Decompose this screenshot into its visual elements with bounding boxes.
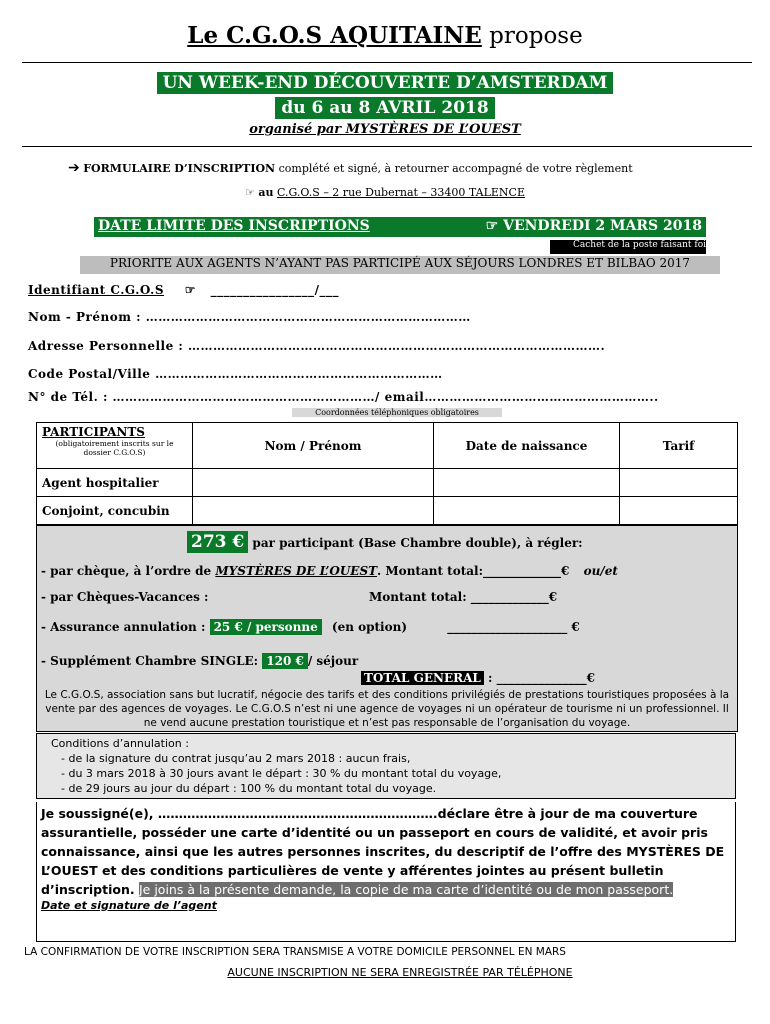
assurance-total[interactable]: ____________________ € [447, 620, 580, 634]
event-banner [0, 72, 770, 94]
form-instructions [68, 160, 748, 176]
pointing-hand-icon: ☞ [184, 283, 196, 297]
pricing-box [36, 525, 738, 732]
table-header-row [37, 423, 738, 469]
footer-confirmation: LA CONFIRMATION DE VOTRE INSCRIPTION SERA TRANSMISE A VOTRE DOMICILE PERSONNEL EN MARS [24, 946, 566, 958]
row-conjoint: Conjoint, concubin [37, 497, 193, 525]
identifiant-row [28, 283, 339, 297]
vacances-total[interactable]: Montant total: _____________€ [369, 590, 558, 604]
price-text: par participant (Base Chambre double), à régler: [252, 536, 583, 550]
vacances-label: - par Chèques-Vacances : [41, 590, 209, 604]
table-row [37, 497, 738, 525]
participants-title: PARTICIPANTS [42, 425, 145, 439]
tel-note: Coordonnées téléphoniques obligatoires [292, 408, 502, 417]
code-postal-field[interactable]: Code Postal/Ville …………………………………………………………… [28, 367, 443, 381]
declaration-text: Je soussigné(e), ………………………………………………………….déclare être à jour de ma couverture assurantielle, posséder une carte d’identité ou un passeport en cours de validité, et avoir pris connaissance, ainsi que les autres personnes inscrites, du descriptif de l’offre des MYSTÈRES DE L’OUEST et des conditions particulières de vente y afférentes jointes au présent bulletin d’inscription. [41, 806, 725, 897]
deadline-date-text: VENDREDI 2 MARS 2018 [503, 218, 702, 234]
price-chip: 273 € [187, 531, 248, 553]
divider [22, 62, 752, 63]
tel-email-field[interactable]: N° de Tél. : ………………………………………………………/ email……………………………………………….. [28, 390, 659, 404]
address-prefix: au [258, 186, 274, 199]
total-row [361, 671, 595, 685]
assurance-option: (en option) [331, 620, 408, 634]
supplement-unit: / séjour [307, 654, 359, 668]
identifiant-label: Identifiant C.G.O.S [28, 283, 165, 297]
title-suffix: propose [489, 23, 583, 49]
pointing-hand-icon: ☞ [245, 186, 255, 199]
arrow-right-icon: ➔ [68, 160, 80, 176]
footer-no-phone: AUCUNE INSCRIPTION NE SERA ENREGISTRÉE PAR TÉLÉPHONE [227, 966, 573, 979]
participants-header-cell [37, 423, 193, 469]
total-field[interactable]: : _______________€ [488, 671, 595, 685]
row-agent: Agent hospitalier [37, 469, 193, 497]
total-label: TOTAL GENERAL [361, 671, 484, 685]
nom-field[interactable]: Nom - Prénom : …………………………………………………………………… [28, 310, 471, 324]
cheque-label: - par chèque, à l’ordre de [41, 564, 212, 578]
title-prefix: Le C.G.O.S AQUITAINE [187, 22, 482, 49]
conjoint-tarif-cell[interactable] [620, 497, 738, 525]
disclaimer: Le C.G.O.S, association sans but lucratif, négocie des tarifs et des conditions privilégiés de prestations touristiques proposées à la vente par des agences de voyages. Le C.G.O.S n’est ni une agence de voyages ni un opérateur de tourisme ni un professionnel. Il ne vend aucune prestation touristique et n’est pas responsable de l’organisation du voyage. [44, 689, 730, 729]
signature-label[interactable]: Date et signature de l’agent [41, 899, 217, 912]
deadline-date [486, 218, 702, 234]
pointing-hand-icon: ☞ [485, 218, 499, 234]
cheque-payee: MYSTÈRES DE L’OUEST [215, 564, 378, 578]
event-dates: du 6 au 8 AVRIL 2018 [275, 97, 494, 119]
supplement-price: 120 € [262, 653, 308, 669]
assurance-row [41, 619, 580, 635]
col-tarif: Tarif [620, 423, 738, 469]
conditions-box [36, 733, 736, 799]
table-row [37, 469, 738, 497]
page-title [0, 22, 770, 49]
condition-item: - de la signature du contrat jusqu’au 2 mars 2018 : aucun frais, [61, 752, 411, 765]
assurance-label: - Assurance annulation : [41, 620, 206, 634]
adresse-field[interactable]: Adresse Personnelle : ………………………………………………………………………………………. [28, 339, 606, 353]
form-instruction-text: complété et signé, à retourner accompagné de votre règlement [278, 162, 633, 175]
price-row [187, 531, 583, 553]
supplement-row [41, 653, 358, 669]
deadline-label: DATE LIMITE DES INSCRIPTIONS [98, 218, 370, 234]
event-title: UN WEEK-END DÉCOUVERTE D’AMSTERDAM [157, 72, 614, 94]
assurance-price: 25 € / personne [210, 619, 322, 635]
priority-banner: PRIORITE AUX AGENTS N’AYANT PAS PARTICIPÉ AUX SÉJOURS LONDRES ET BILBAO 2017 [80, 256, 720, 274]
condition-item: - de 29 jours au jour du départ : 100 % du montant total du voyage. [61, 782, 437, 795]
declaration-highlight: Je joins à la présente demande, la copie de ma carte d’identité ou de mon passeport. [138, 882, 674, 897]
agent-tarif-cell[interactable] [620, 469, 738, 497]
col-nom: Nom / Prénom [193, 423, 434, 469]
conjoint-date-cell[interactable] [434, 497, 620, 525]
form-label: FORMULAIRE D’INSCRIPTION [83, 162, 276, 175]
conjoint-nom-cell[interactable] [193, 497, 434, 525]
cheque-row [41, 564, 618, 578]
divider [22, 146, 752, 147]
event-dates-row [0, 97, 770, 119]
declaration-box [36, 802, 736, 942]
identifiant-field[interactable]: ________________/___ [210, 283, 340, 297]
agent-nom-cell[interactable] [193, 469, 434, 497]
participants-note: (obligatoirement inscrits sur le dossier C.G.O.S) [55, 439, 174, 457]
form-address [0, 186, 770, 199]
cheque-total[interactable]: . Montant total:_____________€ [377, 564, 570, 578]
col-date: Date de naissance [434, 423, 620, 469]
conditions-title: Conditions d’annulation : [51, 737, 189, 750]
participants-table [36, 422, 738, 525]
condition-item: - du 3 mars 2018 à 30 jours avant le départ : 30 % du montant total du voyage, [61, 767, 502, 780]
postmark-note: Cachet de la poste faisant foi [550, 240, 706, 254]
deadline-bar [94, 217, 706, 237]
organizer: organisé par MYSTÈRES DE L’OUEST [249, 122, 521, 137]
supplement-label: - Supplément Chambre SINGLE: [41, 654, 259, 668]
cheque-or: ou/et [583, 564, 618, 578]
agent-date-cell[interactable] [434, 469, 620, 497]
address-text: C.G.O.S – 2 rue Dubernat – 33400 TALENCE [277, 186, 525, 199]
